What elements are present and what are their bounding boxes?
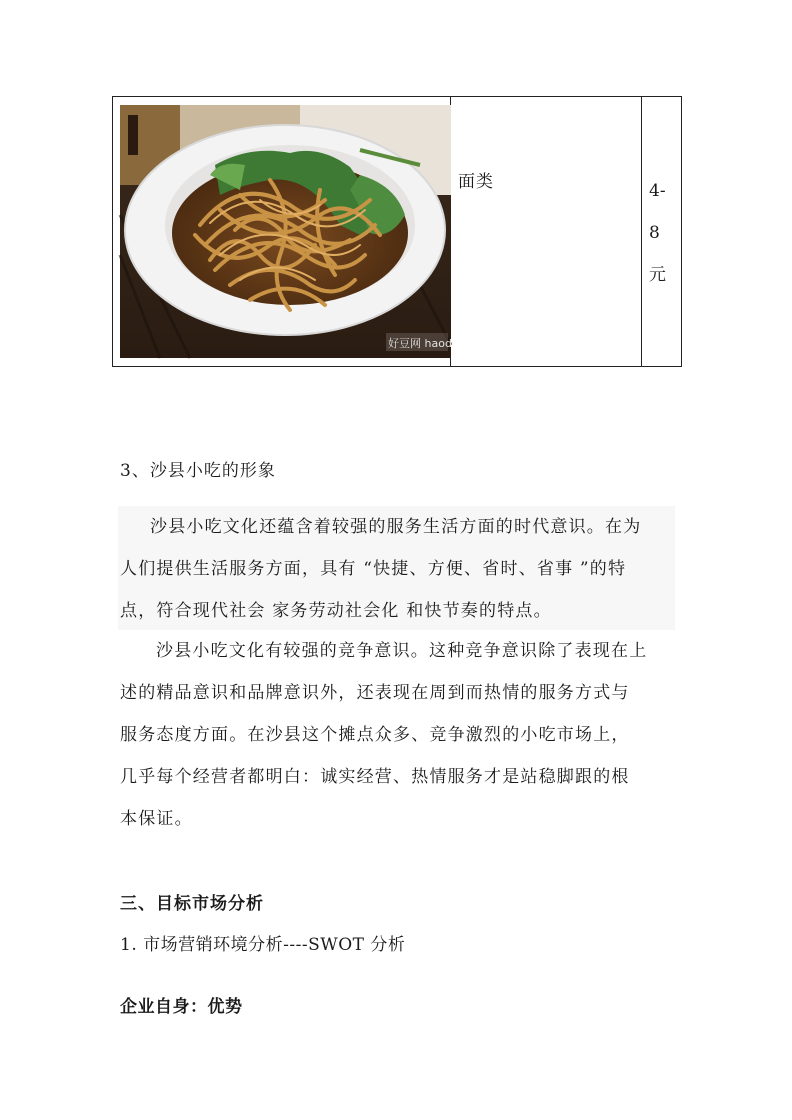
section-3-title: 3、沙县小吃的形象	[120, 461, 276, 481]
paragraph-2-line-3: 服务态度方面。在沙县这个摊点众多、竞争激烈的小吃市场上，	[120, 725, 630, 745]
paragraph-1	[120, 506, 680, 632]
paragraph-2-line-5: 本保证。	[120, 809, 193, 829]
paragraph-1-line-3: 点，符合现代社会 家务劳动社会化 和快节奏的特点。	[120, 601, 552, 621]
photo-watermark: 好豆网 haodou.com	[388, 337, 493, 350]
paragraph-1-line-1: 沙县小吃文化还蕴含着较强的服务生活方面的时代意识。在为	[150, 517, 642, 537]
table-row	[113, 97, 682, 367]
dish-name: 面类	[458, 172, 494, 192]
price-cell	[642, 97, 682, 367]
paragraph-1-line-2: 人们提供生活服务方面，具有 “快捷、方便、省时、省事 ”的特	[120, 559, 627, 579]
paragraph-2-line-1: 沙县小吃文化有较强的竞争意识。这种竞争意识除了表现在上	[156, 641, 648, 661]
paragraph-2-line-4: 几乎每个经营者都明白：诚实经营、热情服务才是站稳脚跟的根	[120, 767, 630, 787]
swot-subtitle: 1. 市场营销环境分析----SWOT 分析	[120, 935, 406, 955]
strength-heading: 企业自身：优势	[120, 997, 243, 1017]
paragraph-2-line-2: 述的精品意识和品牌意识外，还表现在周到而热情的服务方式与	[120, 683, 630, 703]
menu-table	[112, 96, 682, 367]
dish-name-cell	[451, 97, 642, 367]
dish-price: 4-8元	[649, 181, 666, 285]
paragraph-2	[120, 630, 680, 840]
section-three-title: 三、目标市场分析	[120, 894, 264, 914]
